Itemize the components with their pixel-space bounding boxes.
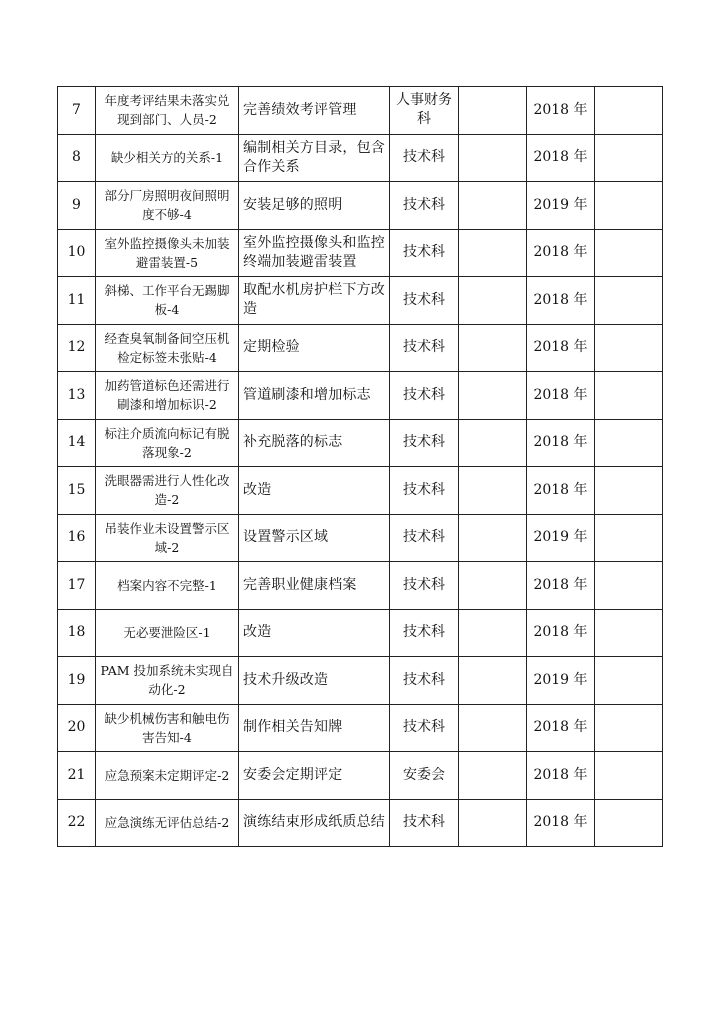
corrective-measure: 编制相关方目录，包含合作关系 bbox=[239, 134, 390, 182]
table-row bbox=[58, 372, 663, 420]
table-row bbox=[58, 419, 663, 467]
issue-description: 斜梯、工作平台无踢脚板-4 bbox=[96, 277, 239, 325]
blank-cell bbox=[459, 87, 527, 135]
table-row bbox=[58, 752, 663, 800]
completion-year: 2018 年 bbox=[527, 562, 595, 610]
issue-description: PAM 投加系统未实现自动化-2 bbox=[96, 657, 239, 705]
issue-description: 标注介质流向标记有脱落现象-2 bbox=[96, 419, 239, 467]
table-row bbox=[58, 562, 663, 610]
table-row bbox=[58, 229, 663, 277]
blank-cell bbox=[595, 277, 663, 325]
corrective-measure: 改造 bbox=[239, 609, 390, 657]
responsible-department: 技术科 bbox=[390, 419, 459, 467]
row-number: 15 bbox=[58, 467, 96, 515]
blank-cell bbox=[459, 419, 527, 467]
corrective-measure: 取配水机房护栏下方改造 bbox=[239, 277, 390, 325]
corrective-measure: 完善绩效考评管理 bbox=[239, 87, 390, 135]
blank-cell bbox=[595, 467, 663, 515]
blank-cell bbox=[459, 514, 527, 562]
row-number: 21 bbox=[58, 752, 96, 800]
responsible-department: 技术科 bbox=[390, 324, 459, 372]
completion-year: 2018 年 bbox=[527, 419, 595, 467]
row-number: 8 bbox=[58, 134, 96, 182]
responsible-department: 技术科 bbox=[390, 372, 459, 420]
issue-description: 缺少相关方的关系-1 bbox=[96, 134, 239, 182]
corrective-measure: 补充脱落的标志 bbox=[239, 419, 390, 467]
rectification-table bbox=[57, 86, 663, 847]
issue-description: 室外监控摄像头未加装避雷装置-5 bbox=[96, 229, 239, 277]
responsible-department: 技术科 bbox=[390, 182, 459, 230]
row-number: 10 bbox=[58, 229, 96, 277]
corrective-measure: 制作相关告知牌 bbox=[239, 704, 390, 752]
table-row bbox=[58, 277, 663, 325]
table-row bbox=[58, 87, 663, 135]
blank-cell bbox=[595, 657, 663, 705]
completion-year: 2018 年 bbox=[527, 752, 595, 800]
blank-cell bbox=[459, 799, 527, 847]
blank-cell bbox=[595, 182, 663, 230]
corrective-measure: 安委会定期评定 bbox=[239, 752, 390, 800]
completion-year: 2019 年 bbox=[527, 182, 595, 230]
issue-description: 加药管道标色还需进行刷漆和增加标识-2 bbox=[96, 372, 239, 420]
corrective-measure: 安装足够的照明 bbox=[239, 182, 390, 230]
issue-description: 经查臭氧制备间空压机检定标签未张贴-4 bbox=[96, 324, 239, 372]
table-row bbox=[58, 134, 663, 182]
issue-description: 年度考评结果未落实兑现到部门、人员-2 bbox=[96, 87, 239, 135]
table-row bbox=[58, 704, 663, 752]
completion-year: 2018 年 bbox=[527, 704, 595, 752]
completion-year: 2018 年 bbox=[527, 799, 595, 847]
corrective-measure: 改造 bbox=[239, 467, 390, 515]
responsible-department: 技术科 bbox=[390, 799, 459, 847]
blank-cell bbox=[595, 514, 663, 562]
corrective-measure: 演练结束形成纸质总结 bbox=[239, 799, 390, 847]
table-row bbox=[58, 324, 663, 372]
blank-cell bbox=[459, 657, 527, 705]
responsible-department: 技术科 bbox=[390, 562, 459, 610]
blank-cell bbox=[595, 87, 663, 135]
completion-year: 2018 年 bbox=[527, 87, 595, 135]
completion-year: 2018 年 bbox=[527, 229, 595, 277]
issue-description: 吊装作业未设置警示区域-2 bbox=[96, 514, 239, 562]
row-number: 17 bbox=[58, 562, 96, 610]
completion-year: 2018 年 bbox=[527, 372, 595, 420]
table-row bbox=[58, 799, 663, 847]
table-row bbox=[58, 609, 663, 657]
blank-cell bbox=[459, 609, 527, 657]
issue-description: 应急预案未定期评定-2 bbox=[96, 752, 239, 800]
blank-cell bbox=[595, 609, 663, 657]
completion-year: 2019 年 bbox=[527, 657, 595, 705]
completion-year: 2019 年 bbox=[527, 514, 595, 562]
blank-cell bbox=[595, 799, 663, 847]
row-number: 16 bbox=[58, 514, 96, 562]
corrective-measure: 设置警示区域 bbox=[239, 514, 390, 562]
blank-cell bbox=[459, 467, 527, 515]
corrective-measure: 管道刷漆和增加标志 bbox=[239, 372, 390, 420]
row-number: 11 bbox=[58, 277, 96, 325]
completion-year: 2018 年 bbox=[527, 467, 595, 515]
blank-cell bbox=[595, 752, 663, 800]
responsible-department: 技术科 bbox=[390, 467, 459, 515]
blank-cell bbox=[595, 419, 663, 467]
corrective-measure: 完善职业健康档案 bbox=[239, 562, 390, 610]
table-row bbox=[58, 467, 663, 515]
responsible-department: 安委会 bbox=[390, 752, 459, 800]
row-number: 7 bbox=[58, 87, 96, 135]
blank-cell bbox=[595, 372, 663, 420]
responsible-department: 技术科 bbox=[390, 609, 459, 657]
row-number: 13 bbox=[58, 372, 96, 420]
blank-cell bbox=[459, 134, 527, 182]
row-number: 14 bbox=[58, 419, 96, 467]
issue-description: 部分厂房照明夜间照明度不够-4 bbox=[96, 182, 239, 230]
responsible-department: 技术科 bbox=[390, 657, 459, 705]
issue-description: 应急演练无评估总结-2 bbox=[96, 799, 239, 847]
completion-year: 2018 年 bbox=[527, 324, 595, 372]
row-number: 18 bbox=[58, 609, 96, 657]
row-number: 20 bbox=[58, 704, 96, 752]
corrective-measure: 技术升级改造 bbox=[239, 657, 390, 705]
issue-description: 档案内容不完整-1 bbox=[96, 562, 239, 610]
issue-description: 洗眼器需进行人性化改造-2 bbox=[96, 467, 239, 515]
row-number: 22 bbox=[58, 799, 96, 847]
completion-year: 2018 年 bbox=[527, 277, 595, 325]
blank-cell bbox=[595, 134, 663, 182]
blank-cell bbox=[459, 752, 527, 800]
responsible-department: 技术科 bbox=[390, 704, 459, 752]
blank-cell bbox=[459, 324, 527, 372]
completion-year: 2018 年 bbox=[527, 134, 595, 182]
blank-cell bbox=[595, 704, 663, 752]
issue-description: 无必要泄险区-1 bbox=[96, 609, 239, 657]
table-row bbox=[58, 657, 663, 705]
row-number: 19 bbox=[58, 657, 96, 705]
row-number: 9 bbox=[58, 182, 96, 230]
table-row bbox=[58, 514, 663, 562]
blank-cell bbox=[459, 704, 527, 752]
blank-cell bbox=[595, 324, 663, 372]
blank-cell bbox=[595, 229, 663, 277]
responsible-department: 技术科 bbox=[390, 514, 459, 562]
responsible-department: 技术科 bbox=[390, 277, 459, 325]
blank-cell bbox=[459, 229, 527, 277]
table-body bbox=[58, 87, 663, 847]
corrective-measure: 室外监控摄像头和监控终端加装避雷装置 bbox=[239, 229, 390, 277]
responsible-department: 技术科 bbox=[390, 229, 459, 277]
completion-year: 2018 年 bbox=[527, 609, 595, 657]
corrective-measure: 定期检验 bbox=[239, 324, 390, 372]
responsible-department: 技术科 bbox=[390, 134, 459, 182]
table-row bbox=[58, 182, 663, 230]
responsible-department: 人事财务科 bbox=[390, 87, 459, 135]
blank-cell bbox=[459, 562, 527, 610]
blank-cell bbox=[459, 277, 527, 325]
blank-cell bbox=[459, 372, 527, 420]
blank-cell bbox=[459, 182, 527, 230]
issue-description: 缺少机械伤害和触电伤害告知-4 bbox=[96, 704, 239, 752]
row-number: 12 bbox=[58, 324, 96, 372]
blank-cell bbox=[595, 562, 663, 610]
